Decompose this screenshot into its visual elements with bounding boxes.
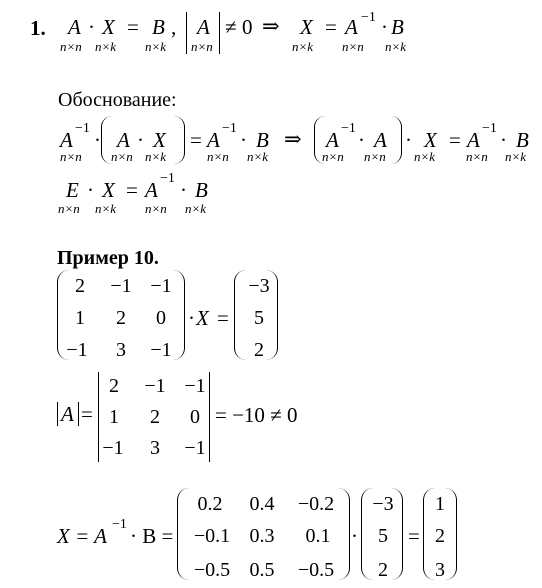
subscript: n×k (95, 39, 117, 54)
subscript: n×n (322, 149, 344, 164)
equals: = (190, 128, 202, 152)
right-paren (174, 116, 185, 164)
matrix-right-paren (172, 270, 185, 360)
exponent-minus-one: −1 (341, 121, 356, 136)
vector-cell: 5 (378, 525, 388, 547)
item-number: 1. (30, 16, 46, 40)
subscript: n×n (145, 201, 167, 216)
exponent-minus-one: −1 (112, 517, 127, 532)
subscript: n×n (364, 149, 386, 164)
subscript: n×n (111, 149, 133, 164)
dot: · (87, 178, 94, 202)
subscript: n×k (145, 39, 167, 54)
vector-cell: 5 (254, 307, 264, 329)
equals: = (81, 402, 93, 426)
matrix-cell: 3 (116, 339, 126, 361)
det-cell: 0 (190, 406, 200, 428)
exponent-minus-one: −1 (75, 121, 90, 136)
var-A-inverse: A (345, 15, 358, 39)
var-X: X (196, 306, 209, 330)
var-A-inverse: A (326, 128, 339, 152)
solution-cell: 2 (435, 525, 445, 547)
dot: · (358, 128, 365, 152)
det-result: = −10 ≠ 0 (215, 403, 298, 427)
var-X: X (153, 128, 166, 152)
dot: · (381, 15, 388, 39)
var-X: X (102, 178, 115, 202)
matrix-cell: 0 (156, 307, 166, 329)
not-equal: ≠ (225, 15, 237, 39)
equals: = (127, 15, 139, 39)
matrix-cell: 2 (75, 275, 85, 297)
justification-heading: Обоснование: (58, 89, 177, 111)
subscript: n×k (145, 149, 167, 164)
abs-bar-left (57, 402, 58, 426)
inverse-right-paren (337, 488, 350, 580)
zero: 0 (242, 15, 253, 39)
var-X-result: X (300, 15, 313, 39)
equals: = (449, 128, 461, 152)
subscript: n×k (95, 201, 117, 216)
det-cell: 3 (150, 437, 160, 459)
var-A: A (374, 128, 387, 152)
example-heading: Пример 10. (57, 247, 159, 269)
det-bar-left (186, 12, 187, 54)
equals: = (408, 524, 420, 548)
subscript: n×k (247, 149, 269, 164)
det-cell: 2 (150, 406, 160, 428)
det-var-A: A (197, 15, 210, 39)
subscript: n×n (207, 149, 229, 164)
exponent-minus-one: −1 (482, 121, 497, 136)
subscript: n×n (191, 39, 213, 54)
exponent-minus-one: −1 (222, 121, 237, 136)
det-var-A: A (61, 402, 74, 426)
solution-right-paren (444, 488, 457, 580)
matrix-cell: −1 (110, 275, 132, 297)
solution-lhs: X = A (57, 524, 107, 548)
abs-bar-right (78, 402, 79, 426)
var-A: A (117, 128, 130, 152)
var-X: X (424, 128, 437, 152)
matrix-cell: 2 (116, 307, 126, 329)
dot: · (88, 15, 95, 39)
det-cell: −1 (184, 375, 206, 397)
det-cell: −1 (184, 437, 206, 459)
det-cell: −1 (102, 437, 124, 459)
subscript: n×k (185, 201, 207, 216)
inverse-cell: −0.5 (193, 559, 231, 581)
matrix-cell: −1 (66, 339, 88, 361)
vector-cell: 2 (254, 339, 264, 361)
solution-cell: 3 (435, 559, 445, 581)
equals: = (126, 178, 138, 202)
subscript: n×n (342, 39, 364, 54)
solution-times-B: · B = (130, 524, 174, 548)
var-A-inverse: A (60, 128, 73, 152)
exponent-minus-one: −1 (160, 171, 175, 186)
solution-cell: 1 (435, 493, 445, 515)
subscript: n×k (292, 39, 314, 54)
var-B: B (256, 128, 269, 152)
subscript: n×n (58, 201, 80, 216)
det-cell: −1 (144, 375, 166, 397)
var-A-inverse: A (207, 128, 220, 152)
var-B: B (195, 178, 208, 202)
var-A-inverse: A (145, 178, 158, 202)
matrix-cell: −1 (150, 275, 172, 297)
vector-right-paren (390, 488, 403, 580)
inverse-cell: 0.3 (249, 525, 275, 547)
var-E: E (66, 178, 79, 202)
inverse-cell: −0.5 (297, 559, 335, 581)
inverse-cell: 0.4 (249, 493, 275, 515)
inverse-cell: 0.1 (305, 525, 331, 547)
subscript: n×k (385, 39, 407, 54)
var-B: B (516, 128, 529, 152)
vector-cell: 2 (378, 559, 388, 581)
dot: · (500, 128, 507, 152)
det-cell: 1 (109, 406, 119, 428)
implies-arrow: ⇒ (262, 14, 280, 38)
subscript: n×n (466, 149, 488, 164)
inverse-cell: −0.1 (193, 525, 231, 547)
subscript: n×k (505, 149, 527, 164)
implies-arrow: ⇒ (284, 127, 302, 151)
var-B: B (152, 15, 165, 39)
det-bar-right (219, 12, 220, 54)
right-paren (391, 116, 402, 164)
det-cell: 2 (109, 375, 119, 397)
dot: · (137, 128, 144, 152)
exponent-minus-one: −1 (361, 10, 376, 25)
dot: · (94, 128, 101, 152)
dot: · (240, 128, 247, 152)
comma: , (171, 15, 177, 39)
equals: = (325, 15, 337, 39)
dot: · (405, 128, 412, 152)
vector-right-paren (265, 270, 278, 360)
equals: = (217, 306, 229, 330)
subscript: n×k (414, 149, 436, 164)
dot: · (180, 178, 187, 202)
det-bar-right (209, 372, 210, 462)
dot: · (188, 306, 195, 330)
subscript: n×n (60, 149, 82, 164)
inverse-cell: 0.2 (197, 493, 223, 515)
vector-cell: −3 (248, 275, 270, 297)
var-A-inverse: A (467, 128, 480, 152)
subscript: n×n (60, 39, 82, 54)
var-X: X (102, 15, 115, 39)
var-A: A (68, 15, 81, 39)
dot: · (351, 524, 358, 548)
inverse-cell: 0.5 (249, 559, 275, 581)
matrix-cell: 1 (75, 307, 85, 329)
vector-cell: −3 (372, 493, 394, 515)
matrix-cell: −1 (150, 339, 172, 361)
var-B-result: B (391, 15, 404, 39)
inverse-cell: −0.2 (297, 493, 335, 515)
